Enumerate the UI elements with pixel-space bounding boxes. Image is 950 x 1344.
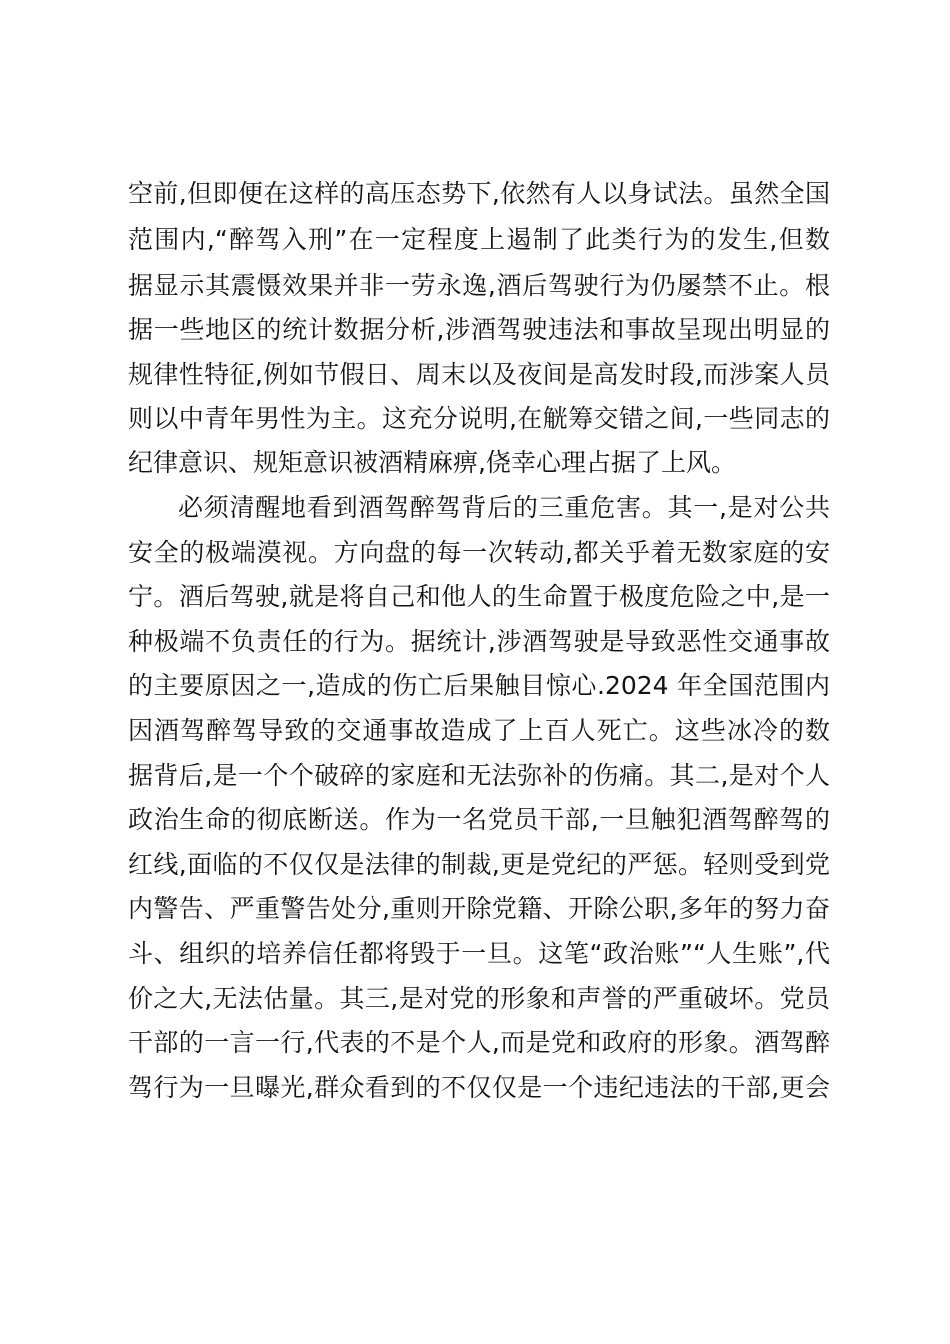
text-line: 规律性特征,例如节假日、周末以及夜间是高发时段,而涉案人员 [128, 360, 830, 389]
text-line: 斗、组织的培养信任都将毁于一旦。这笔“政治账”“人生账”,代 [128, 939, 830, 968]
text-line: 空前,但即便在这样的高压态势下,依然有人以身试法。虽然全国 [128, 179, 830, 208]
text-line: 的主要原因之一,造成的伤亡后果触目惊心.2024 年全国范围内 [128, 671, 830, 700]
text-line: 据一些地区的统计数据分析,涉酒驾驶违法和事故呈现出明显的 [128, 315, 830, 344]
text-line: 则以中青年男性为主。这充分说明,在觥筹交错之间,一些同志的 [128, 404, 830, 433]
text-line: 因酒驾醉驾导致的交通事故造成了上百人死亡。这些冰冷的数 [128, 716, 830, 745]
text-line: 价之大,无法估量。其三,是对党的形象和声誉的严重破坏。党员 [128, 984, 830, 1013]
text-line: 红线,面临的不仅仅是法律的制裁,更是党纪的严惩。轻则受到党 [128, 850, 830, 879]
text-line: 驾行为一旦曝光,群众看到的不仅仅是一个违纪违法的干部,更会 [128, 1073, 830, 1102]
text-line: 据背后,是一个个破碎的家庭和无法弥补的伤痛。其二,是对个人 [128, 761, 830, 790]
text-line: 种极端不负责任的行为。据统计,涉酒驾驶是导致恶性交通事故 [128, 627, 830, 656]
text-line: 据显示其震慑效果并非一劳永逸,酒后驾驶行为仍屡禁不止。根 [128, 271, 830, 300]
text-line: 内警告、严重警告处分,重则开除党籍、开除公职,多年的努力奋 [128, 894, 830, 923]
text-line: 安全的极端漠视。方向盘的每一次转动,都关乎着无数家庭的安 [128, 538, 830, 567]
text-line: 干部的一言一行,代表的不是个人,而是党和政府的形象。酒驾醉 [128, 1028, 830, 1057]
text-line: 必须清醒地看到酒驾醉驾背后的三重危害。其一,是对公共 [178, 493, 830, 522]
text-line: 纪律意识、规矩意识被酒精麻痹,侥幸心理占据了上风。 [128, 448, 736, 477]
text-line: 范围内,“醉驾入刑”在一定程度上遏制了此类行为的发生,但数 [128, 225, 830, 254]
text-line: 宁。酒后驾驶,就是将自己和他人的生命置于极度危险之中,是一 [128, 582, 830, 611]
text-line: 政治生命的彻底断送。作为一名党员干部,一旦触犯酒驾醉驾的 [128, 805, 830, 834]
